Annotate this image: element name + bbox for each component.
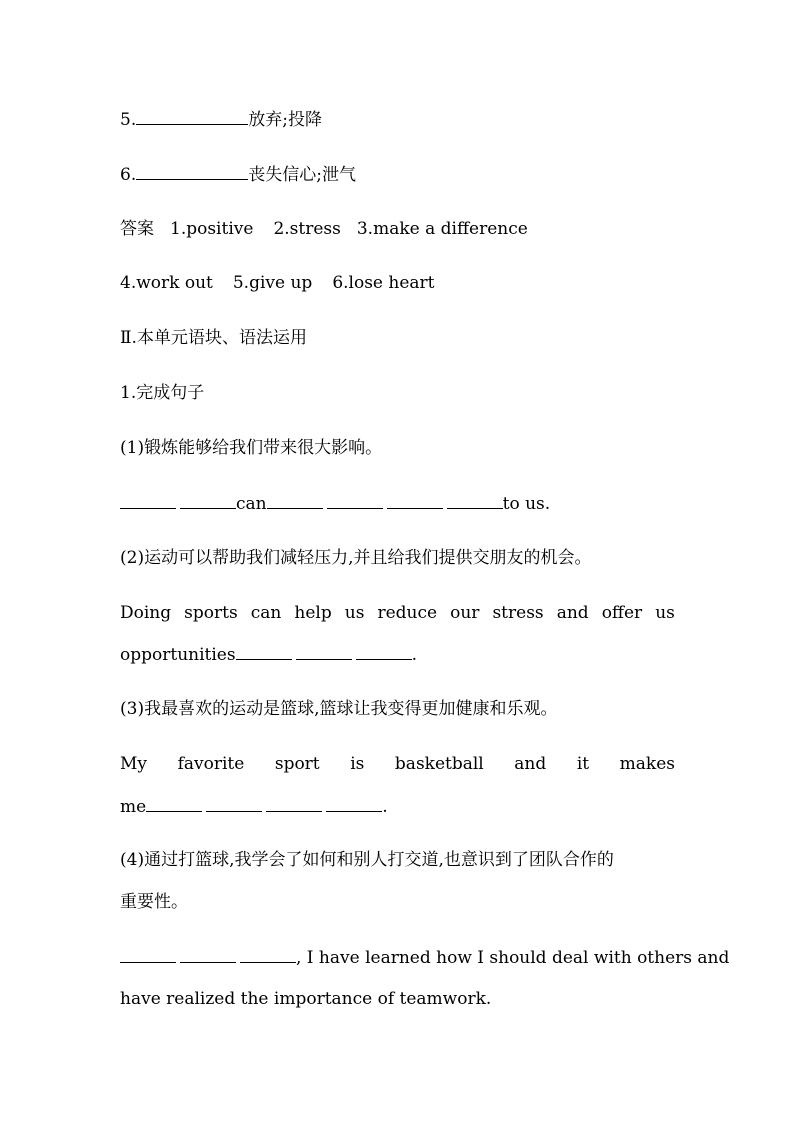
q1-english <box>120 492 675 515</box>
answer-label: 答案 <box>120 219 154 239</box>
word: and <box>556 603 589 623</box>
answer-line-1 <box>120 218 675 240</box>
word: Doing <box>120 603 172 623</box>
q1-chinese: (1)锻炼能够给我们带来很大影响。 <box>120 438 383 458</box>
answer-blank[interactable] <box>296 643 352 660</box>
q3-english-line2 <box>120 795 675 818</box>
word: basketball <box>394 754 484 774</box>
q4-chinese-line2: 重要性。 <box>120 892 188 912</box>
answer-item: 3.make a difference <box>356 219 528 239</box>
section-subtitle: 1.完成句子 <box>120 383 205 403</box>
word: it <box>576 754 590 774</box>
word: sport <box>274 754 320 774</box>
word: us <box>344 603 365 623</box>
word: can <box>250 603 282 623</box>
answer-blank[interactable] <box>267 492 323 509</box>
word: and <box>514 754 547 774</box>
answer-item: 6.lose heart <box>332 273 435 293</box>
q3-chinese: (3)我最喜欢的运动是篮球,篮球让我变得更加健康和乐观。 <box>120 699 558 719</box>
answer-blank[interactable] <box>180 946 236 963</box>
q3-english-line1 <box>120 753 675 775</box>
vocab-item-6 <box>120 163 675 186</box>
answer-item: 2.stress <box>273 219 341 239</box>
vocab-number: 6. <box>120 165 137 185</box>
q4-english-line1 <box>120 946 730 969</box>
answer-blank[interactable] <box>240 946 296 963</box>
answer-blank[interactable] <box>356 643 412 660</box>
answer-blank[interactable] <box>120 492 176 509</box>
word: our <box>450 603 480 623</box>
q2-english-line2 <box>120 643 675 666</box>
q1-end: to us. <box>502 494 551 514</box>
word: My <box>120 754 148 774</box>
answer-blank[interactable] <box>206 795 262 812</box>
word: sports <box>184 603 238 623</box>
vocab-meaning: 丧失信心;泄气 <box>248 165 356 185</box>
word: stress <box>492 603 544 623</box>
answer-item: 5.give up <box>232 273 313 293</box>
word: us <box>655 603 675 623</box>
q2-english-line1 <box>120 602 675 624</box>
answer-blank[interactable] <box>447 492 503 509</box>
answer-blank[interactable] <box>120 946 176 963</box>
vocab-item-5 <box>120 108 675 131</box>
answer-blank[interactable] <box>236 643 292 660</box>
q4-sentence: , I have learned how I should deal with others and <box>296 948 730 968</box>
word: reduce <box>377 603 438 623</box>
word: offer <box>601 603 643 623</box>
answer-blank[interactable] <box>136 108 248 125</box>
section-title: Ⅱ.本单元语块、语法运用 <box>120 328 307 348</box>
answer-item: 1.positive <box>170 219 254 239</box>
q4-english-line2: have realized the importance of teamwork. <box>120 989 492 1009</box>
q2-end: . <box>411 645 417 665</box>
answer-blank[interactable] <box>136 163 248 180</box>
q1-can: can <box>236 494 267 514</box>
q3-end: . <box>382 797 388 817</box>
answer-blank[interactable] <box>180 492 236 509</box>
q2-chinese: (2)运动可以帮助我们减轻压力,并且给我们提供交朋友的机会。 <box>120 548 592 568</box>
vocab-number: 5. <box>120 110 137 130</box>
answer-blank[interactable] <box>387 492 443 509</box>
word: makes <box>619 754 675 774</box>
word: help <box>294 603 332 623</box>
answer-line-2 <box>120 272 675 294</box>
answer-blank[interactable] <box>327 492 383 509</box>
answer-blank[interactable] <box>266 795 322 812</box>
q4-chinese-line1: (4)通过打篮球,我学会了如何和别人打交道,也意识到了团队合作的 <box>120 850 614 870</box>
vocab-meaning: 放弃;投降 <box>248 110 322 130</box>
q3-start: me <box>120 797 147 817</box>
word: is <box>350 754 365 774</box>
answer-item: 4.work out <box>120 273 213 293</box>
word: favorite <box>177 754 245 774</box>
answer-blank[interactable] <box>146 795 202 812</box>
q2-start: opportunities <box>120 645 236 665</box>
answer-blank[interactable] <box>326 795 382 812</box>
